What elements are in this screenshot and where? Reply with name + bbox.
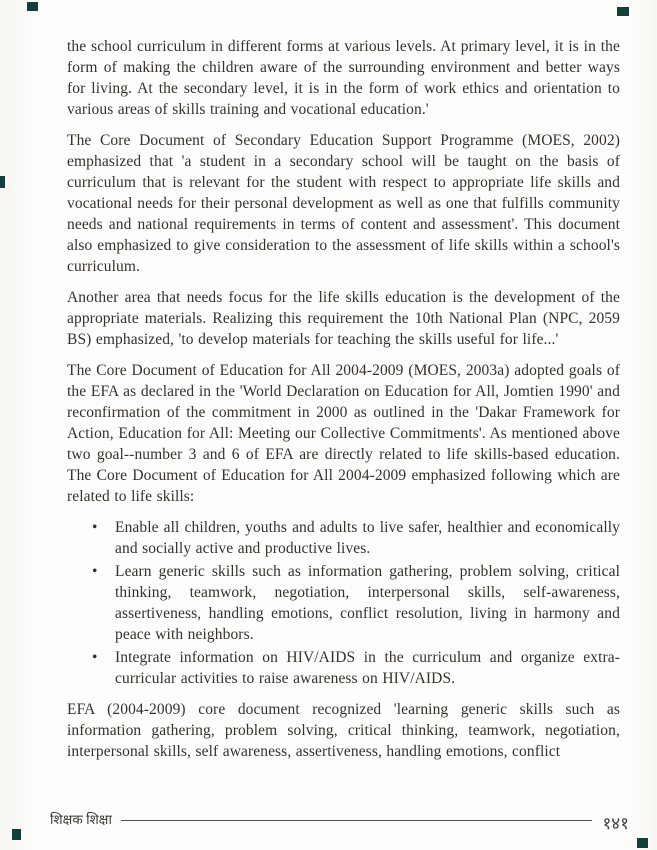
paragraph-materials: Another area that needs focus for the life skills education is the development of the appropriate materials. Realizing this requirement the 10th National Plan (NPC, 2059 BS) emphasized, 'to develop materials for teaching the skills useful for life...'	[67, 289, 620, 348]
footer-journal-title: शिक्षक शिक्षा	[50, 811, 112, 827]
bullet-item	[90, 517, 620, 559]
scan-mark-bottom-right	[637, 838, 648, 848]
bullet-item-text: Learn generic skills such as information gathering, problem solving, critical thinking, teamwork, negotiation, interpersonal skills, self-awareness, assertiveness, handling emotions, conflict resolution, living in harmony and peace with neighbors.	[115, 563, 620, 643]
bullet-item	[90, 561, 620, 645]
bullet-dot-icon: •	[92, 519, 98, 536]
scan-mark-bottom-left	[12, 829, 21, 840]
footer-rule	[121, 820, 593, 821]
footer-page-number: १४१	[602, 814, 629, 833]
paragraph-continuation: the school curriculum in different forms at various levels. At primary level, it is in the form of making the children aware of the surrounding environment and better ways for living. At the secondary level, it is in the form of work ethics and orientation to various areas of skills training and vocational education.'	[67, 38, 620, 118]
page-footer	[50, 807, 629, 833]
bullet-item	[90, 647, 620, 689]
body-text	[67, 36, 620, 772]
bullet-dot-icon: •	[92, 649, 98, 666]
scan-mark-left-edge	[0, 176, 5, 188]
paragraph-ses-programme: The Core Document of Secondary Education Support Programme (MOES, 2002) emphasized that 'a student in a secondary school will be taught on the basis of curriculum that is relevant for the student with respect to appropriate life skills and vocational needs for their personal development as well as one that fulfills community needs and national requirements in terms of content and assessment'. This document also emphasized to give consideration to the assessment of life skills within a school's curriculum.	[67, 132, 620, 275]
bullet-item-text: Enable all children, youths and adults to live safer, healthier and economically and socially active and productive lives.	[115, 519, 620, 557]
scan-mark-top-right	[617, 7, 629, 16]
bullet-list	[90, 517, 620, 689]
bullet-dot-icon: •	[92, 563, 98, 580]
bullet-item-text: Integrate information on HIV/AIDS in the curriculum and organize extra-curricular activities to raise awareness on HIV/AIDS.	[115, 649, 620, 687]
paragraph-efa-core-document: The Core Document of Education for All 2004-2009 (MOES, 2003a) adopted goals of the EFA as declared in the 'World Declaration on Education for All, Jomtien 1990' and reconfirmation of the commitment in 2000 as outlined in the 'Dakar Framework for Action, Education for All: Meeting our Collective Commitments'. As mentioned above two goal--number 3 and 6 of EFA are directly related to life skills-based education. The Core Document of Education for All 2004-2009 emphasized following which are related to life skills:	[67, 362, 620, 505]
paragraph-closing: EFA (2004-2009) core document recognized 'learning generic skills such as information gathering, problem solving, critical thinking, teamwork, negotiation, interpersonal skills, self awareness, assertiveness, handling emotions, conflict	[67, 701, 620, 760]
scan-mark-top-left	[27, 2, 38, 11]
